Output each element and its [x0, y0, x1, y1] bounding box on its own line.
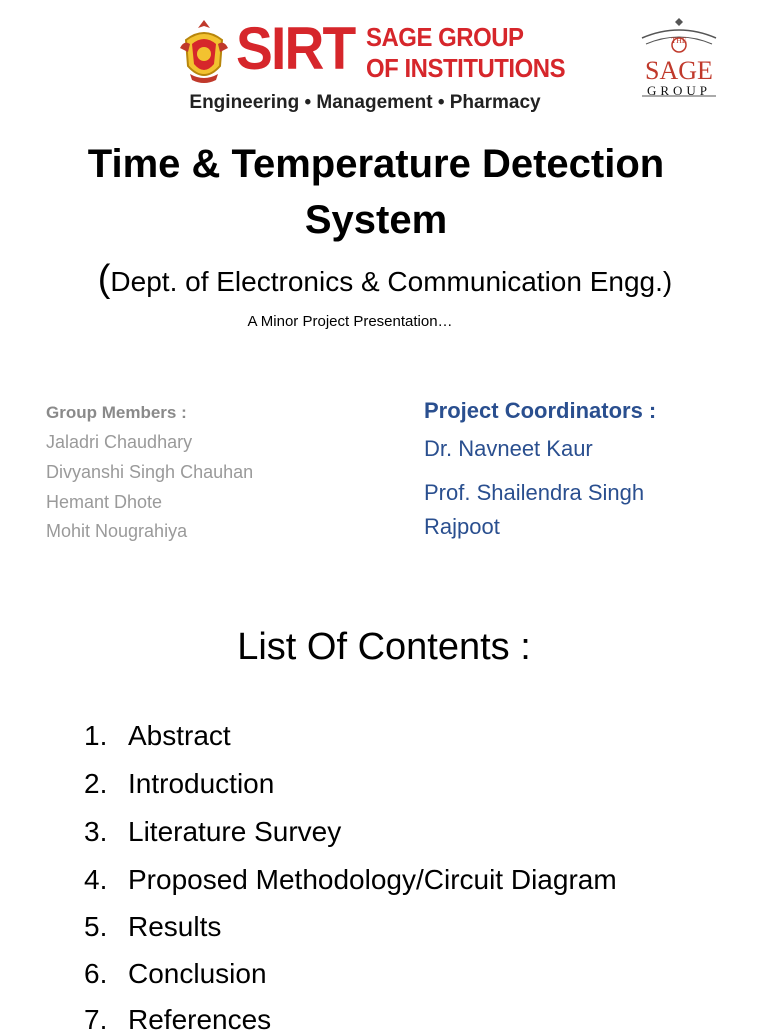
- member-name: Jaladri Chaudhary: [46, 432, 193, 452]
- sirt-emblem-logo: [176, 18, 232, 86]
- department-open-paren: (: [97, 258, 111, 300]
- member-name: Mohit Nougrahiya: [46, 521, 188, 541]
- member-name: Divyanshi Singh Chauhan: [46, 462, 254, 482]
- project-coordinators-heading: Project Coordinators :: [424, 398, 657, 423]
- toc-number: 2.: [84, 768, 108, 799]
- toc-number: 7.: [84, 1004, 108, 1035]
- toc-item: Results: [128, 911, 222, 942]
- sage-logo-the: THE: [671, 36, 687, 45]
- coordinator-name: Dr. Navneet Kaur: [424, 436, 593, 461]
- contents-heading: List Of Contents :: [237, 626, 531, 668]
- sage-logo-group: GROUP: [646, 83, 712, 98]
- toc-item: Introduction: [128, 768, 275, 799]
- sage-group-logo-line1: SAGE GROUP: [366, 22, 524, 52]
- institution-tagline: Engineering • Management • Pharmacy: [189, 92, 541, 113]
- department-name: Dept. of Electronics & Communication Engg.): [110, 266, 673, 297]
- sirt-logo-text: SIRT: [236, 15, 355, 82]
- toc-item: References: [128, 1004, 272, 1035]
- toc-number: 1.: [84, 720, 108, 751]
- sage-group-logo-line2: OF INSTITUTIONS: [366, 53, 566, 83]
- sage-logo-word: SAGE: [645, 56, 713, 85]
- toc-number: 6.: [84, 958, 108, 989]
- toc-item: Proposed Methodology/Circuit Diagram: [128, 864, 617, 895]
- toc-item: Abstract: [128, 720, 231, 751]
- toc-number: 5.: [84, 911, 108, 942]
- presentation-title: Time & Temperature Detection System: [87, 142, 665, 242]
- toc-item: Literature Survey: [128, 816, 342, 847]
- member-name: Hemant Dhote: [46, 492, 163, 512]
- group-members-heading: Group Members :: [46, 403, 187, 422]
- presentation-subtitle: A Minor Project Presentation…: [247, 313, 453, 330]
- toc-number: 4.: [84, 864, 108, 895]
- toc-item: Conclusion: [128, 958, 267, 989]
- toc-number: 3.: [84, 816, 108, 847]
- department-line: [40, 258, 730, 301]
- coordinator-name: Prof. Shailendra Singh Rajpoot: [424, 480, 645, 539]
